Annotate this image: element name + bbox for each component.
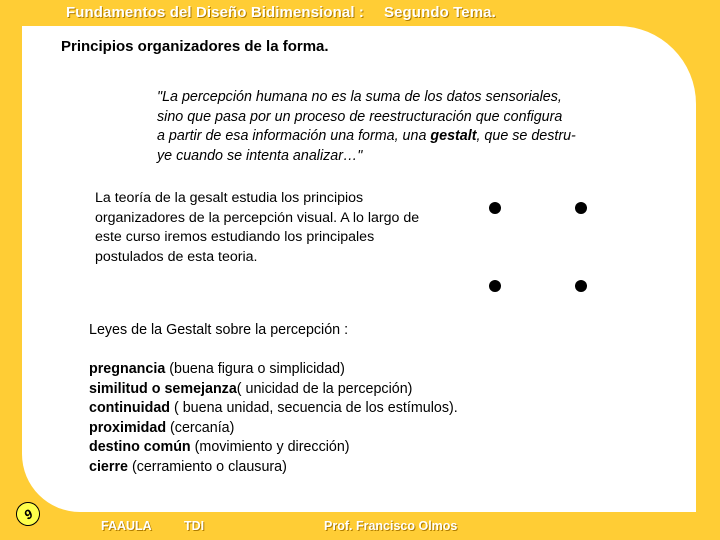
dot — [489, 202, 501, 214]
law-description: (buena figura o simplicidad) — [165, 361, 345, 377]
law-item — [89, 380, 549, 400]
quote-line: ye cuando se intenta analizar…" — [157, 147, 363, 164]
course-title: Fundamentos del Diseño Bidimensional : — [66, 4, 364, 21]
law-item — [89, 399, 549, 419]
law-item — [89, 458, 549, 478]
law-term: similitud o semejanza — [89, 380, 237, 397]
law-description: (movimiento y dirección) — [190, 439, 350, 455]
quote-text: , que se destru- — [476, 128, 576, 144]
quote-line — [157, 127, 637, 147]
laws-heading: Leyes de la Gestalt sobre la percepción : — [89, 322, 349, 338]
law-item — [89, 419, 549, 439]
quote-line: sino que pasa por un proceso de reestructuración que configura — [157, 108, 563, 125]
dot — [575, 202, 587, 214]
quote-text: a partir de esa información una forma, una — [157, 128, 431, 144]
footer-course-code: TDI — [184, 519, 205, 533]
footer-professor: Prof. Francisco Olmos — [324, 519, 458, 533]
proximity-dots-figure — [480, 195, 600, 305]
law-term: destino común — [89, 439, 191, 455]
law-item — [89, 360, 549, 380]
law-term: cierre — [89, 458, 128, 475]
law-description: ( unicidad de la percepción) — [236, 380, 413, 397]
law-item — [89, 438, 549, 458]
page-number-badge: 9 — [11, 497, 44, 530]
laws-list — [89, 360, 549, 477]
quote-line: "La percepción humana no es la suma de los datos sensoriales, — [157, 89, 562, 105]
intro-paragraph: La teoría de la gesalt estudia los principios organizadores de la percepción visual. A lo largo de este curso iremos estudiando los principales postulados de esta teoria. — [95, 190, 420, 265]
law-description: (cerramiento o clausura) — [127, 458, 287, 475]
law-term: continuidad — [89, 400, 171, 416]
subject-title: Segundo Tema. — [384, 4, 496, 21]
law-term: pregnancia — [89, 361, 166, 377]
footer-institution: FAAULA — [101, 519, 152, 533]
dot — [489, 280, 501, 292]
quote-term-gestalt: gestalt — [430, 128, 477, 144]
law-description: (cercanía) — [166, 419, 235, 436]
slide-header — [66, 4, 496, 21]
law-description: ( buena unidad, secuencia de los estímulos). — [170, 400, 458, 416]
dot — [575, 280, 587, 292]
section-title: Principios organizadores de la forma. — [61, 38, 329, 55]
law-term: proximidad — [89, 419, 167, 436]
gestalt-quote — [157, 88, 637, 166]
